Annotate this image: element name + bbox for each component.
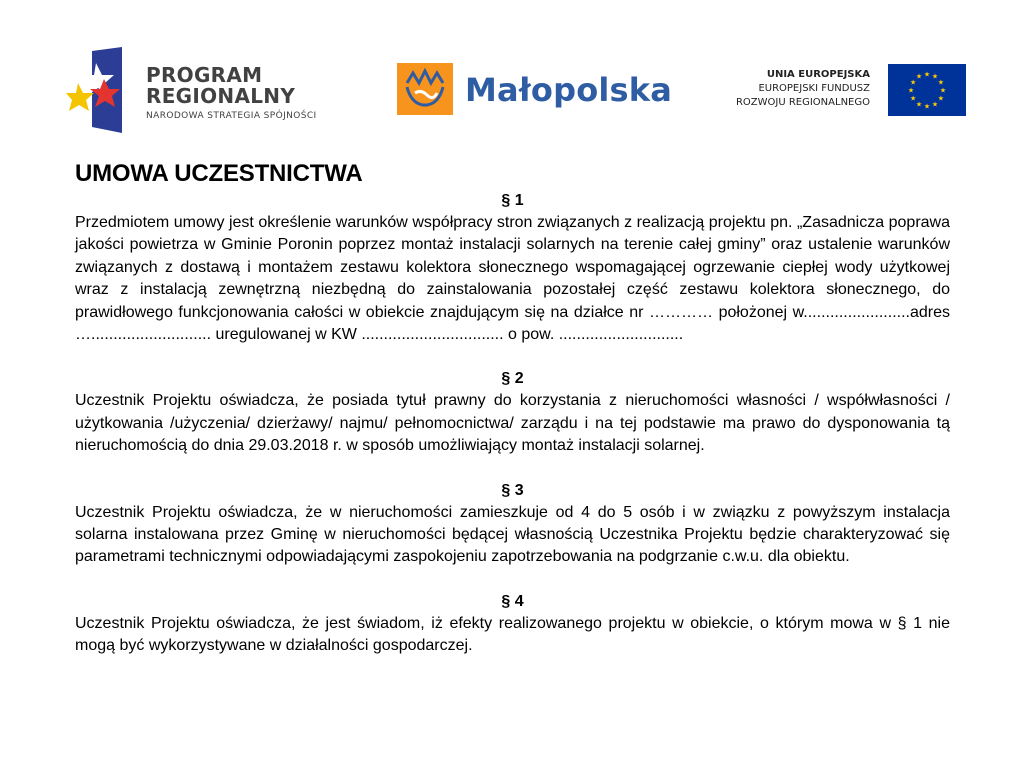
section-paragraph: Przedmiotem umowy jest określenie warunków współpracy stron związanych z realizacją projektu pn. „Zasadnicza poprawa jakości powietrza w Gminie Poronin poprzez montaż instalacji solarnych na terenie całej gminy” oraz ustalenie warunków związanych z dostawą i montażem zestawu kolektora słonecznego wspomagającej ogrzewanie ciepłej wody użytkowej wraz z instalacją zewnętrzną niezbędną do zainstalowania pozostałej część zestawu kolektora słonecznego, do prawidłowego funkcjonowania całości w obiekcie znajdującym się na działce nr ………… położonej w........................adres …........................... uregulowanej w KW ................................ o pow. ............................ <box>75 214 950 344</box>
eu-line3: ROZWOJU REGIONALNEGO <box>735 97 870 108</box>
section-heading: § 2 <box>501 370 524 388</box>
malopolska-name: Małopolska <box>465 71 673 109</box>
eu-star-icon: ★ <box>909 95 917 103</box>
section-heading: § 4 <box>501 592 524 610</box>
eu-flag-icon <box>888 64 966 116</box>
section-1 <box>75 190 950 346</box>
section-3 <box>75 480 950 569</box>
section-4 <box>75 591 950 658</box>
eu-star-icon: ★ <box>931 73 939 81</box>
eu-line2: EUROPEJSKI FUNDUSZ <box>758 83 870 94</box>
section-paragraph: Uczestnik Projektu oświadcza, że jest świadom, iż efekty realizowanego projektu w obiekcie, o którym mowa w § 1 nie mogą być wykorzystywane w działalności gospodarczej. <box>75 614 950 655</box>
eu-star-icon: ★ <box>937 79 945 87</box>
eu-star-icon: ★ <box>909 79 917 87</box>
eu-star-icon: ★ <box>937 95 945 103</box>
program-regionalny-line1: PROGRAM <box>146 63 263 87</box>
section-paragraph: Uczestnik Projektu oświadcza, że posiada tytuł prawny do korzystania z nieruchomości własności / współwłasności / użytkowania /użyczenia/ dzierżawy/ najmu/ pełnomocnictwa/ zarządu i na tej podstawie ma prawo do dysponowania tą nieruchomością do dnia 29.03.2018 r. w sposób umożliwiający montaż instalacji solarnej. <box>75 392 950 455</box>
program-regionalny-line2: REGIONALNY <box>146 84 296 108</box>
document-title: UMOWA UCZESTNICTWA <box>75 160 363 187</box>
malopolska-logo <box>397 63 687 115</box>
eu-star-icon: ★ <box>915 101 923 109</box>
malopolska-crown-icon <box>397 63 453 115</box>
document-body <box>75 158 950 658</box>
program-regionalny-logo <box>66 45 366 135</box>
eu-line1: UNIA EUROPEJSKA <box>766 69 870 80</box>
section-2 <box>75 368 950 457</box>
program-regionalny-emblem-icon <box>66 45 136 135</box>
section-heading: § 3 <box>501 481 524 499</box>
eu-star-icon: ★ <box>923 71 931 79</box>
program-regionalny-subtitle: NARODOWA STRATEGIA SPÓJNOŚCI <box>146 111 317 121</box>
eu-star-icon: ★ <box>923 103 931 111</box>
eu-star-icon: ★ <box>915 73 923 81</box>
eu-star-icon: ★ <box>931 101 939 109</box>
eu-star-icon: ★ <box>907 87 915 95</box>
eu-star-icon: ★ <box>939 87 947 95</box>
section-paragraph: Uczestnik Projektu oświadcza, że w nieruchomości zamieszkuje od 4 do 5 osób i w związku z powyższym instalacja solarna instalowana przez Gminę w nieruchomości będącej własnością Uczestnika Projektu będzie charakteryzować się parametrami technicznymi odpowiadającymi zaspokojeniu zapotrzebowania na podgrzanie c.w.u. dla obiektu. <box>75 503 950 566</box>
section-heading: § 1 <box>501 192 524 209</box>
eu-logo <box>726 64 970 116</box>
